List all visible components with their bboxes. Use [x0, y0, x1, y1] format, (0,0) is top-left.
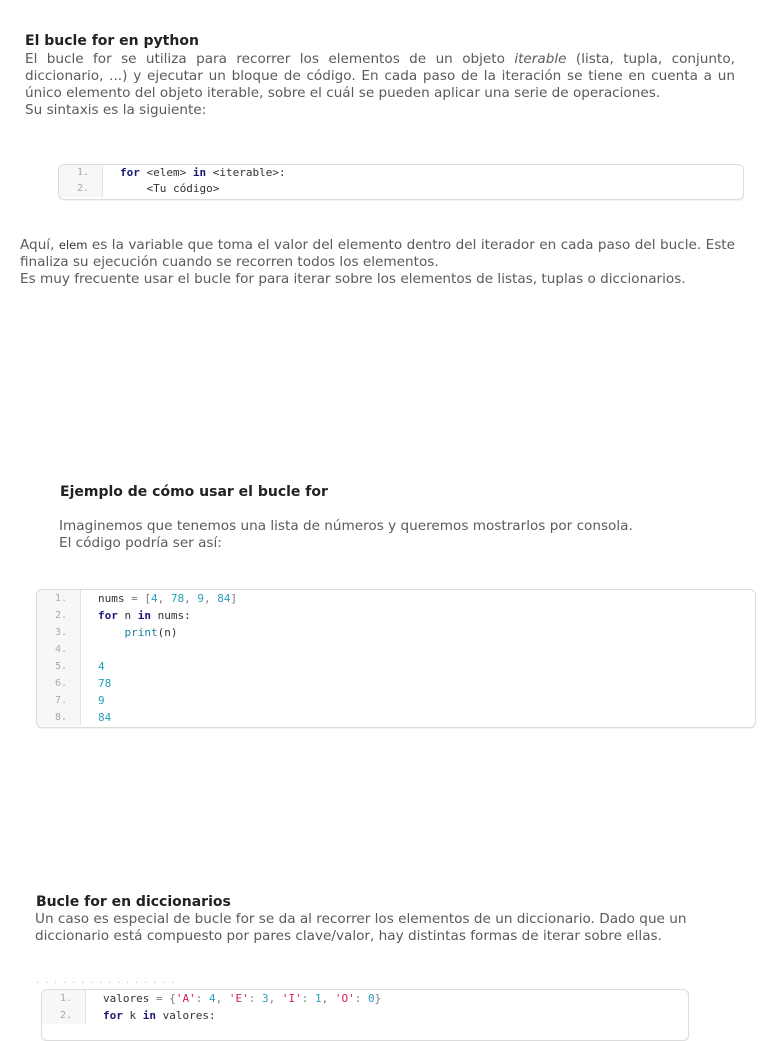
explanation-line-1: [20, 237, 735, 271]
dict-code-block: [41, 989, 689, 1041]
code-string: 'E': [228, 992, 249, 1005]
code-indent: [98, 626, 125, 639]
code-number: 3: [261, 992, 269, 1005]
intro-italic-iterable: iterable: [514, 51, 567, 67]
section-title-example: Ejemplo de cómo usar el bucle for: [60, 484, 328, 500]
code-text: [81, 607, 191, 624]
syntax-label: Su sintaxis es la siguiente:: [25, 102, 207, 118]
code-number: 0: [367, 992, 375, 1005]
code-var-valores: valores: [103, 992, 150, 1005]
code-bracket: ]: [230, 592, 238, 605]
code-args: (n): [157, 626, 178, 639]
section-title-dict-loop: Bucle for en diccionarios: [36, 894, 231, 910]
code-var-nums: nums: [98, 592, 125, 605]
code-text: [86, 1007, 216, 1024]
code-line: [37, 675, 755, 692]
example-code-block: [36, 589, 756, 728]
keyword-in: in: [192, 166, 207, 179]
code-iterable: valores:: [156, 1009, 216, 1022]
code-text: [81, 590, 237, 607]
code-number: 4: [151, 592, 158, 605]
keyword-in: in: [137, 609, 151, 622]
code-assign: = [: [124, 592, 151, 605]
code-text: [81, 624, 178, 641]
code-colon: :: [195, 992, 209, 1005]
syntax-code-block: [58, 164, 744, 200]
line-number: 3.: [37, 624, 81, 641]
line-number: 1.: [59, 165, 103, 181]
code-iterable: <iterable>:: [206, 166, 286, 179]
line-number: 2.: [42, 1007, 86, 1024]
code-line: [59, 165, 743, 181]
explanation-paragraph: [20, 237, 735, 288]
code-comma: ,: [157, 592, 171, 605]
code-number: 1: [314, 992, 322, 1005]
code-builtin-print: print: [124, 626, 158, 639]
code-colon: :: [354, 992, 368, 1005]
code-line: [37, 624, 755, 641]
code-line: [37, 641, 755, 658]
code-comma: ,: [321, 992, 335, 1005]
line-number: 6.: [37, 675, 81, 692]
line-number: 1.: [42, 990, 86, 1007]
code-line: [37, 658, 755, 675]
keyword-for: for: [120, 166, 140, 179]
code-colon: :: [248, 992, 262, 1005]
code-comma: ,: [204, 592, 218, 605]
code-line: [59, 181, 743, 197]
line-number: 1.: [37, 590, 81, 607]
explanation-line-2: Es muy frecuente usar el bucle for para iterar sobre los elementos de listas, tuplas o diccionarios.: [20, 271, 686, 287]
intro-text-start: El bucle for se utiliza para recorrer los elementos de un objeto: [25, 51, 515, 67]
code-brace-close: }: [374, 992, 382, 1005]
output-value: 9: [98, 694, 105, 707]
code-iterable: nums:: [151, 609, 191, 622]
code-colon: :: [301, 992, 315, 1005]
output-value: 84: [98, 711, 112, 724]
code-number: 9: [197, 592, 204, 605]
code-string: 'O': [334, 992, 355, 1005]
code-brace-open: = {: [149, 992, 176, 1005]
code-text: [86, 990, 381, 1007]
line-number: 8.: [37, 709, 81, 726]
code-number: 78: [170, 592, 185, 605]
keyword-in: in: [142, 1009, 156, 1022]
line-number: 2.: [37, 607, 81, 624]
code-text: [103, 165, 286, 181]
code-number: 4: [208, 992, 216, 1005]
code-line: [37, 709, 755, 726]
code-text: [81, 641, 98, 658]
intro-paragraph: [25, 51, 735, 102]
code-string: 'A': [175, 992, 196, 1005]
keyword-for: for: [103, 1009, 123, 1022]
code-line: [42, 1007, 688, 1024]
output-value: 4: [98, 660, 105, 673]
faded-text-line: · · · · · · · · · · · · · · · ·: [36, 976, 176, 989]
code-var-n: n: [117, 609, 138, 622]
line-number: 2.: [59, 181, 103, 197]
output-value: 78: [98, 677, 112, 690]
code-elem: <elem>: [139, 166, 193, 179]
explanation-text-start: Aquí,: [20, 237, 59, 253]
example-line-2: El código podría ser así:: [59, 535, 222, 551]
code-string: 'I': [281, 992, 302, 1005]
intro-text-end: (lista, tupla, conjunto, diccionario, ...) y ejecutar un bloque de código. En cada paso de la iteración se tiene en cuenta a un único elemento del objeto iterable, sobre el cuál se pueden aplicar una serie de operaciones.: [25, 51, 735, 101]
section-title-for-loop: El bucle for en python: [25, 33, 199, 49]
code-number: 84: [217, 592, 231, 605]
code-text: <Tu código>: [120, 182, 220, 195]
example-paragraph: [59, 518, 749, 552]
code-line: [37, 692, 755, 709]
keyword-for: for: [98, 609, 118, 622]
code-var-k: k: [122, 1009, 143, 1022]
inline-code-elem: elem: [58, 238, 88, 252]
code-comma: ,: [215, 992, 229, 1005]
code-line: [42, 990, 688, 1007]
code-line: [37, 590, 755, 607]
code-comma: ,: [268, 992, 282, 1005]
line-number: 5.: [37, 658, 81, 675]
explanation-text-end: es la variable que toma el valor del elemento dentro del iterador en cada paso del bucle. Este finaliza su ejecución cuando se recorren todos los elementos.: [20, 237, 735, 270]
line-number: 4.: [37, 641, 81, 658]
dict-paragraph: Un caso es especial de bucle for se da al recorrer los elementos de un diccionario. Dado que un diccionario está compuesto por pares clave/valor, hay distintas formas de iterar sobre ellas.: [35, 911, 687, 944]
code-line: [37, 607, 755, 624]
line-number: 7.: [37, 692, 81, 709]
code-comma: ,: [184, 592, 198, 605]
example-line-1: Imaginemos que tenemos una lista de números y queremos mostrarlos por consola.: [59, 518, 633, 534]
